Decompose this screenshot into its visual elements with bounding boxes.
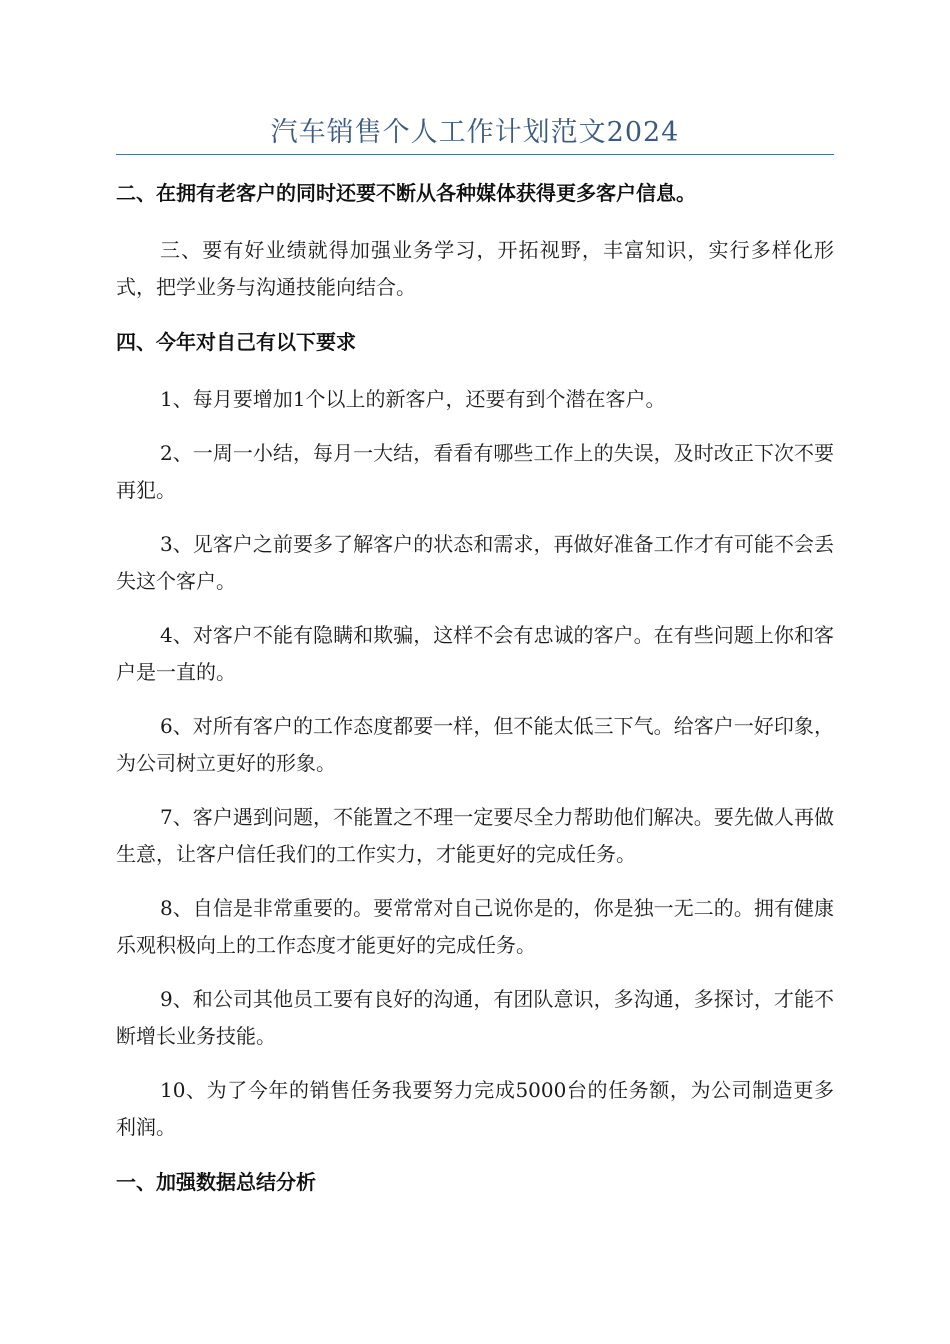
body-paragraph: 三、要有好业绩就得加强业务学习，开拓视野，丰富知识，实行多样化形式，把学业务与沟通技能向结合。: [116, 238, 834, 299]
document-title: 汽车销售个人工作计划范文2024: [270, 117, 680, 148]
section-heading: 二、在拥有老客户的同时还要不断从各种媒体获得更多客户信息。: [116, 181, 696, 205]
document-body: [116, 174, 834, 1221]
list-paragraph: 8、自信是非常重要的。要常常对自己说你是的，你是独一无二的。拥有健康乐观积极向上的工作态度才能更好的完成任务。: [116, 896, 834, 957]
list-paragraph: 10、为了今年的销售任务我要努力完成5000台的任务额，为公司制造更多利润。: [116, 1078, 834, 1139]
list-paragraph: 2、一周一小结，每月一大结，看看有哪些工作上的失误，及时改正下次不要再犯。: [116, 441, 834, 502]
list-paragraph: 9、和公司其他员工要有良好的沟通，有团队意识，多沟通，多探讨，才能不断增长业务技能。: [116, 987, 834, 1048]
list-paragraph: 1、每月要增加1个以上的新客户，还要有到个潜在客户。: [160, 387, 666, 411]
list-paragraph: 6、对所有客户的工作态度都要一样，但不能太低三下气。给客户一好印象，为公司树立更好的形象。: [116, 714, 834, 775]
section-heading: 一、加强数据总结分析: [116, 1170, 316, 1194]
title-underline-divider: [116, 154, 834, 155]
list-paragraph: 4、对客户不能有隐瞒和欺骗，这样不会有忠诚的客户。在有些问题上你和客户是一直的。: [116, 623, 834, 684]
list-paragraph: 7、客户遇到问题，不能置之不理一定要尽全力帮助他们解决。要先做人再做生意，让客户信任我们的工作实力，才能更好的完成任务。: [116, 805, 834, 866]
list-paragraph: 3、见客户之前要多了解客户的状态和需求，再做好准备工作才有可能不会丢失这个客户。: [116, 532, 834, 593]
section-heading: 四、今年对自己有以下要求: [116, 330, 356, 354]
